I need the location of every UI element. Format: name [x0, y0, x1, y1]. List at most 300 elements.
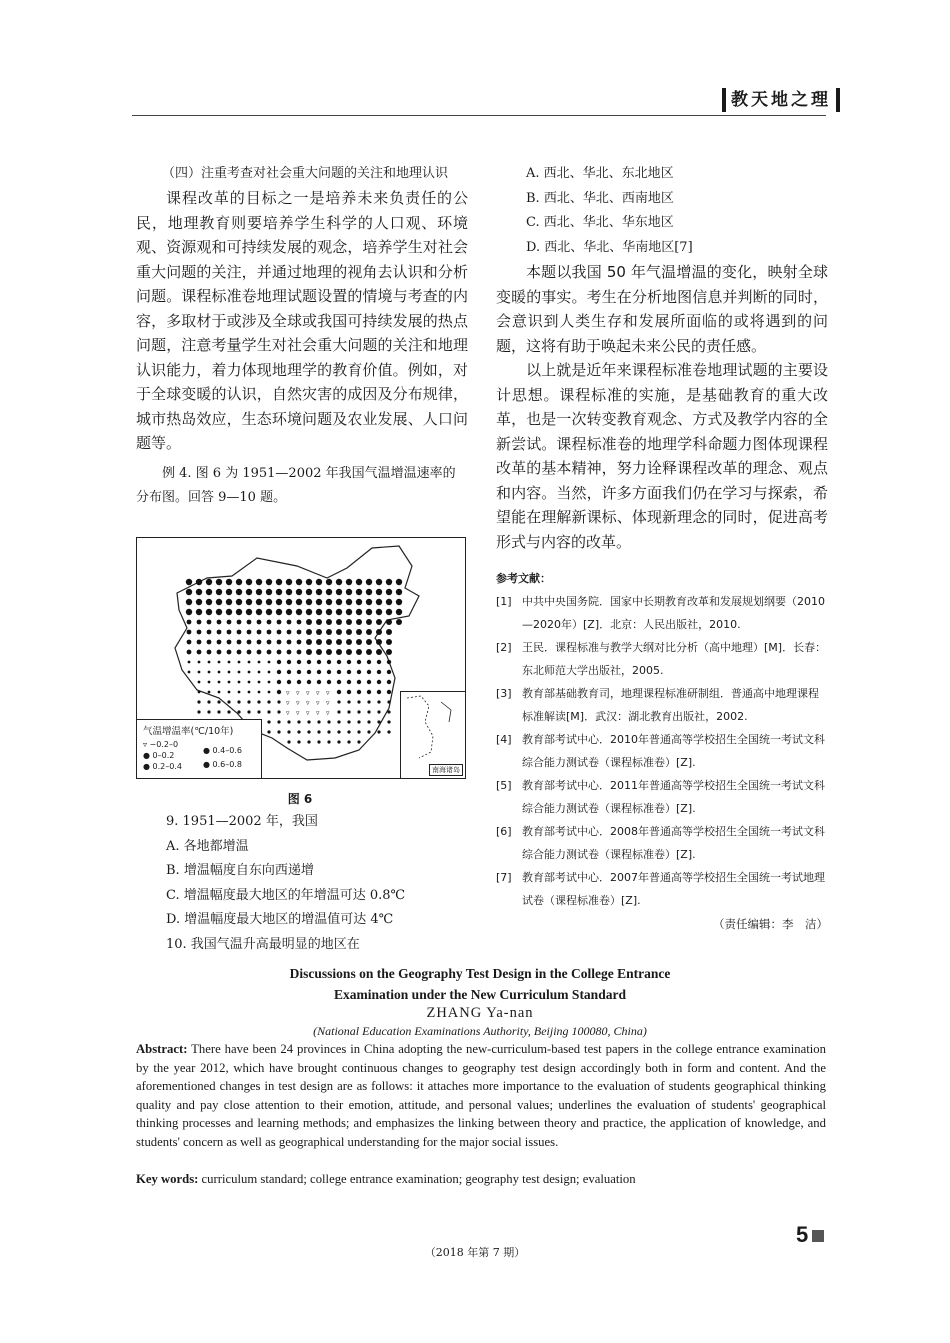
warming-dot: [188, 661, 191, 664]
warming-dot: [287, 620, 292, 625]
cooling-marker: ▿: [286, 689, 290, 697]
warming-dot: [357, 660, 361, 664]
warming-dot: [237, 620, 242, 625]
warming-dot: [327, 680, 331, 684]
warming-dot: [206, 609, 212, 615]
reference-text: 教育部考试中心．2008年普通高等学校招生全国统一考试文科综合能力测试卷（课程标准卷）[Z].: [522, 825, 825, 861]
warming-dot: [267, 730, 270, 733]
legend-title: 气温增温率(℃/10年): [143, 726, 234, 737]
warming-dot: [277, 620, 282, 625]
warming-dot: [217, 700, 220, 703]
column-header: 教天地之理: [722, 88, 840, 112]
cooling-marker: ▿: [316, 709, 320, 717]
warming-dot: [237, 710, 240, 713]
warming-dot: [196, 579, 202, 585]
warming-dot: [247, 640, 252, 645]
references-heading: 参考文献：: [496, 572, 551, 585]
warming-dot: [216, 609, 222, 615]
warming-dot: [266, 589, 272, 595]
warming-dot: [366, 589, 372, 595]
warming-dot: [316, 629, 322, 635]
cooling-marker: ▿: [316, 699, 320, 707]
warming-dot: [387, 670, 391, 674]
warming-dot: [386, 599, 392, 605]
section-paragraph: 课程改革的目标之一是培养未来负责任的公民，地理教育则要培养学生科学的人口观、环境观、资源观和可持续发展的观念，培养学生对社会重大问题的关注，并通过地理的视角去认识和分析问题。课程标准卷地理试题设置的情境与考查的内容，多取材于或涉及全球或我国可持续发展的热点问题，注意考量学生对社会重大问题的关注和地理认识能力，着力体现地理学的教育价值。例如，对于全球变暖的认识，自然灾害的成因及分布规律，城市热岛效应，生态环境问题及农业发展、人口问题等。: [136, 189, 468, 452]
warming-dot: [347, 730, 350, 733]
warming-dot: [366, 579, 372, 585]
warming-dot: [327, 660, 331, 664]
warming-dot: [316, 599, 322, 605]
english-title: [120, 963, 840, 1005]
warming-dot: [268, 691, 271, 694]
reference-item: [496, 682, 828, 728]
warming-dot: [367, 730, 370, 733]
warming-dot: [236, 589, 242, 595]
warming-dot: [367, 680, 371, 684]
warming-dot: [217, 620, 222, 625]
cooling-marker: ▿: [296, 709, 300, 717]
warming-dot: [217, 640, 222, 645]
warming-dot: [236, 609, 242, 615]
warming-dot: [208, 691, 211, 694]
warming-dot: [387, 660, 391, 664]
warming-dot: [317, 670, 321, 674]
warming-dot: [258, 661, 261, 664]
question-10-option: D. 西北、华北、华南地区[7]: [526, 239, 693, 255]
warming-dot: [337, 690, 341, 694]
warming-dot: [236, 579, 242, 585]
warming-dot: [287, 660, 291, 664]
warming-dot: [287, 630, 292, 635]
example-intro: 例 4. 图 6 为 1951—2002 年我国气温增温速率的分布图。回答 9—10 题。: [136, 465, 456, 505]
cooling-marker: ▿: [296, 699, 300, 707]
warming-dot: [347, 680, 351, 684]
warming-dot: [357, 720, 360, 723]
legend-item: ● 0.4–0.6: [203, 746, 242, 755]
warming-dot: [337, 670, 341, 674]
warming-dot: [217, 630, 222, 635]
conclusion-paragraph: 以上就是近年来课程标准卷地理试题的主要设计思想。课程标准的实施，是基础教育的重大改革，也是一次转变教育观念、方式及教学内容的全新尝试。课程标准卷的地理学科命题力图体现课程改革的基本精神，努力诠释课程改革的理念、观点和内容。当然，许多方面我们仍在学习与探索，希望能在理解新课标、体现新理念的同时，促进高考形式与内容的改革。: [496, 361, 828, 551]
warming-dot: [228, 691, 231, 694]
analysis-paragraph: 本题以我国 50 年气温增温的变化，映射全球变暖的事实。考生在分析地图信息并判断的同时，会意识到人类生存和发展所面临的或将遇到的问题，这将有助于唤起未来公民的责任感。: [496, 263, 828, 355]
cooling-marker: ▿: [326, 699, 330, 707]
warming-dot: [267, 650, 272, 655]
warming-dot: [337, 700, 340, 703]
warming-dot: [248, 691, 251, 694]
warming-dot: [197, 710, 200, 713]
warming-dot: [327, 720, 330, 723]
warming-dot: [306, 579, 312, 585]
warming-dot: [218, 681, 221, 684]
warming-dot: [336, 619, 342, 625]
warming-dot: [246, 589, 252, 595]
reference-item: [496, 774, 828, 820]
warming-dot: [316, 589, 322, 595]
warming-dot: [246, 609, 252, 615]
warming-dot: [226, 609, 232, 615]
english-keywords: [136, 1170, 826, 1189]
warming-dot: [277, 660, 281, 664]
warming-dot: [346, 619, 352, 625]
legend-item: ● 0.2–0.4: [143, 762, 182, 771]
warming-dot: [187, 630, 192, 635]
warming-dot: [337, 730, 340, 733]
warming-dot: [316, 579, 322, 585]
warming-dot: [247, 630, 252, 635]
warming-dot: [257, 640, 262, 645]
warming-dot: [268, 681, 271, 684]
reference-text: 教育部考试中心．2007年普通高等学校招生全国统一考试地理试卷（课程标准卷）[Z].: [522, 871, 825, 907]
warming-dot: [216, 579, 222, 585]
abstract-label: Abstract:: [136, 1042, 188, 1056]
inset-label: 南海诸岛: [429, 764, 463, 776]
warming-dot: [266, 579, 272, 585]
question-9-stem: 9. 1951—2002 年，我国: [166, 814, 318, 829]
warming-dot: [307, 660, 311, 664]
warming-dot: [277, 730, 280, 733]
warming-dot: [366, 609, 372, 615]
warming-dot: [218, 661, 221, 664]
warming-dot: [267, 700, 270, 703]
warming-dot: [227, 640, 232, 645]
warming-dot: [387, 730, 390, 733]
cooling-marker: ▿: [286, 699, 290, 707]
warming-dot: [317, 680, 321, 684]
warming-dot: [207, 710, 210, 713]
warming-dot: [217, 650, 222, 655]
warming-dot: [227, 650, 232, 655]
reference-number: [3]: [496, 687, 512, 700]
warming-dot: [256, 589, 262, 595]
map-legend: [137, 719, 262, 778]
warming-dot: [387, 700, 390, 703]
warming-dot: [248, 671, 251, 674]
warming-dot: [226, 599, 232, 605]
warming-dot: [248, 681, 251, 684]
warming-dot: [376, 649, 382, 655]
warming-dot: [258, 681, 261, 684]
warming-dot: [336, 609, 342, 615]
warming-dot: [198, 671, 201, 674]
warming-dot: [276, 599, 282, 605]
warming-dot: [376, 589, 382, 595]
warming-dot: [277, 680, 281, 684]
header-rule: [132, 115, 826, 116]
warming-dot: [336, 639, 342, 645]
warming-dot: [386, 629, 392, 635]
warming-dot: [228, 671, 231, 674]
warming-dot: [316, 609, 322, 615]
warming-dot: [377, 710, 380, 713]
temperature-map-figure: [136, 537, 466, 779]
warming-dot: [226, 589, 232, 595]
warming-dot: [366, 599, 372, 605]
editor-note: （责任编辑：李 洁）: [713, 917, 828, 931]
warming-dot: [376, 639, 382, 645]
warming-dot: [326, 639, 332, 645]
warming-dot: [196, 589, 202, 595]
warming-dot: [267, 710, 270, 713]
warming-dot: [327, 730, 330, 733]
english-abstract: [136, 1040, 826, 1151]
warming-dot: [356, 609, 362, 615]
reference-text: 中共中央国务院．国家中长期教育改革和发展规划纲要（2010—2020年）[Z]．北京：人民出版社，2010.: [522, 595, 825, 631]
keywords-label: Key words:: [136, 1172, 199, 1186]
warming-dot: [246, 599, 252, 605]
warming-dot: [297, 630, 302, 635]
cooling-marker: ▿: [326, 689, 330, 697]
warming-dot: [347, 670, 351, 674]
warming-dot: [387, 680, 391, 684]
question-10-option: B. 西北、华北、西南地区: [526, 190, 674, 206]
warming-dot: [206, 599, 212, 605]
warming-dot: [197, 620, 202, 625]
warming-dot: [237, 640, 242, 645]
warming-dot: [208, 661, 211, 664]
warming-dot: [337, 740, 340, 743]
warming-dot: [336, 629, 342, 635]
warming-dot: [216, 589, 222, 595]
cooling-marker: ▿: [306, 709, 310, 717]
question-9-option: B. 增温幅度自东向西递增: [166, 863, 314, 878]
warming-dot: [287, 730, 290, 733]
right-column: [496, 162, 828, 932]
warming-dot: [248, 661, 251, 664]
warming-dot: [317, 740, 320, 743]
warming-dot: [367, 690, 371, 694]
warming-dot: [287, 720, 290, 723]
warming-dot: [307, 670, 311, 674]
warming-dot: [257, 710, 260, 713]
warming-dot: [326, 649, 332, 655]
warming-dot: [307, 740, 310, 743]
warming-dot: [267, 640, 272, 645]
reference-number: [5]: [496, 779, 512, 792]
abstract-text: There have been 24 provinces in China adopting the new-curriculum-based test papers in the college entrance examination by the year 2012, which have brought continuous changes to geography test design accordingly both in form and content. And the aforementioned changes in test design are as follows: it attaches more importance to the evaluation of students geographical thinking quality and pay close attention to their emotion, attitude, and personal values; underlines the evaluation of students' geographical thinking processes and learning methods; and emphasizes the linking between theory and practice, the application of knowledge, and students' concern as well as geographical understanding for the major social issues.: [136, 1042, 826, 1149]
legend-item: ● 0.6–0.8: [203, 760, 242, 769]
reference-item: [496, 820, 828, 866]
warming-dot: [377, 660, 381, 664]
warming-dot: [357, 690, 361, 694]
warming-dot: [396, 599, 402, 605]
warming-dot: [196, 609, 202, 615]
warming-dot: [386, 649, 392, 655]
warming-dot: [207, 620, 212, 625]
warming-dot: [286, 589, 292, 595]
english-affiliation: (National Education Examinations Authority, Beijing 100080, China): [313, 1024, 647, 1038]
warming-dot: [326, 579, 332, 585]
warming-dot: [346, 639, 352, 645]
warming-dot: [227, 700, 230, 703]
reference-item: [496, 728, 828, 774]
warming-dot: [297, 740, 300, 743]
warming-dot: [326, 619, 332, 625]
warming-dot: [287, 740, 290, 743]
warming-dot: [277, 630, 282, 635]
warming-dot: [247, 710, 250, 713]
warming-dot: [227, 630, 232, 635]
warming-dot: [197, 630, 202, 635]
warming-dot: [228, 681, 231, 684]
question-10-option: A. 西北、华北、东北地区: [526, 166, 674, 181]
warming-dot: [236, 599, 242, 605]
warming-dot: [238, 661, 241, 664]
warming-dot: [237, 700, 240, 703]
warming-dot: [377, 730, 380, 733]
question-9-option: A. 各地都增温: [166, 838, 249, 854]
warming-dot: [386, 639, 392, 645]
question-10-stem: 10. 我国气温升高最明显的地区在: [166, 936, 360, 952]
warming-dot: [306, 609, 312, 615]
warming-dot: [376, 629, 382, 635]
warming-dot: [386, 619, 392, 625]
left-column: [136, 162, 468, 511]
warming-dot: [286, 579, 292, 585]
warming-dot: [218, 691, 221, 694]
warming-dot: [317, 720, 320, 723]
warming-dot: [337, 680, 341, 684]
warming-dot: [297, 720, 300, 723]
warming-dot: [376, 609, 382, 615]
reference-text: 教育部考试中心．2010年普通高等学校招生全国统一考试文科综合能力测试卷（课程标准卷）[Z].: [522, 733, 825, 769]
warming-dot: [207, 630, 212, 635]
warming-dot: [206, 589, 212, 595]
question-9-option: D. 增温幅度最大地区的增温值可达 4℃: [166, 912, 394, 927]
warming-dot: [256, 579, 262, 585]
warming-dot: [196, 599, 202, 605]
warming-dot: [296, 609, 302, 615]
warming-dot: [357, 670, 361, 674]
warming-dot: [247, 650, 252, 655]
warming-dot: [247, 700, 250, 703]
warming-dot: [336, 649, 342, 655]
warming-dot: [326, 629, 332, 635]
warming-dot: [356, 619, 362, 625]
warming-dot: [277, 670, 281, 674]
warming-dot: [297, 640, 302, 645]
legend-item: ▿ −0.2–0: [143, 740, 179, 749]
warming-dot: [376, 619, 382, 625]
warming-dot: [346, 589, 352, 595]
warming-dot: [347, 720, 350, 723]
warming-dot: [287, 680, 291, 684]
warming-dot: [197, 650, 202, 655]
warming-dot: [366, 619, 372, 625]
warming-dot: [377, 720, 380, 723]
page-number: 5: [796, 1222, 809, 1247]
warming-dot: [306, 629, 312, 635]
warming-dot: [337, 660, 341, 664]
warming-dot: [257, 630, 262, 635]
warming-dot: [396, 589, 402, 595]
warming-dot: [286, 599, 292, 605]
reference-number: [2]: [496, 641, 512, 654]
warming-dot: [336, 579, 342, 585]
warming-dot: [276, 609, 282, 615]
warming-dot: [377, 680, 381, 684]
warming-dot: [198, 681, 201, 684]
warming-dot: [207, 650, 212, 655]
warming-dot: [287, 650, 292, 655]
legend-item: ● 0–0.2: [143, 751, 175, 760]
warming-dot: [377, 690, 381, 694]
warming-dot: [336, 599, 342, 605]
reference-number: [4]: [496, 733, 512, 746]
keywords-text: curriculum standard; college entrance examination; geography test design; evaluation: [198, 1172, 636, 1186]
reference-text: 教育部基础教育司，地理课程标准研制组．普通高中地理课程标准解读[M]．武汉：湖北教育出版社，2002.: [522, 687, 819, 723]
warming-dot: [217, 710, 220, 713]
warming-dot: [367, 710, 370, 713]
warming-dot: [238, 681, 241, 684]
warming-dot: [227, 710, 230, 713]
reference-number: [7]: [496, 871, 512, 884]
cooling-marker: ▿: [306, 699, 310, 707]
warming-dot: [206, 579, 212, 585]
question-10-option: C. 西北、华北、华东地区: [526, 215, 674, 230]
warming-dot: [197, 640, 202, 645]
warming-dot: [296, 589, 302, 595]
warming-dot: [346, 579, 352, 585]
warming-dot: [356, 629, 362, 635]
warming-dot: [187, 620, 192, 625]
warming-dot: [267, 620, 272, 625]
warming-dot: [347, 740, 350, 743]
warming-dot: [316, 649, 322, 655]
warming-dot: [268, 671, 271, 674]
warming-dot: [208, 671, 211, 674]
figure-caption: 图 6: [287, 792, 313, 806]
warming-dot: [266, 599, 272, 605]
references-list: [496, 590, 828, 912]
warming-dot: [366, 639, 372, 645]
warming-dot: [327, 740, 330, 743]
warming-dot: [387, 710, 390, 713]
warming-dot: [356, 649, 362, 655]
warming-dot: [337, 720, 340, 723]
warming-dot: [347, 700, 350, 703]
warming-dot: [347, 690, 351, 694]
warming-dot: [257, 620, 262, 625]
warming-dot: [356, 599, 362, 605]
warming-dot: [377, 700, 380, 703]
cooling-marker: ▿: [296, 689, 300, 697]
warming-dot: [258, 671, 261, 674]
warming-dot: [366, 649, 372, 655]
warming-dot: [226, 579, 232, 585]
warming-dot: [277, 720, 280, 723]
cooling-marker: ▿: [326, 709, 330, 717]
warming-dot: [376, 599, 382, 605]
warming-dot: [377, 670, 381, 674]
warming-dot: [237, 650, 242, 655]
warming-dot: [316, 619, 322, 625]
english-author: ZHANG Ya-nan: [426, 1005, 534, 1021]
warming-dot: [396, 579, 402, 585]
warming-dot: [276, 579, 282, 585]
warming-dot: [356, 579, 362, 585]
warming-dot: [306, 589, 312, 595]
warming-dot: [238, 671, 241, 674]
warming-dot: [237, 630, 242, 635]
warming-dot: [258, 691, 261, 694]
warming-dot: [207, 640, 212, 645]
warming-dot: [347, 710, 350, 713]
page-marker: [812, 1230, 824, 1242]
warming-dot: [297, 680, 301, 684]
warming-dot: [277, 710, 280, 713]
warming-dot: [208, 681, 211, 684]
warming-dot: [267, 720, 270, 723]
